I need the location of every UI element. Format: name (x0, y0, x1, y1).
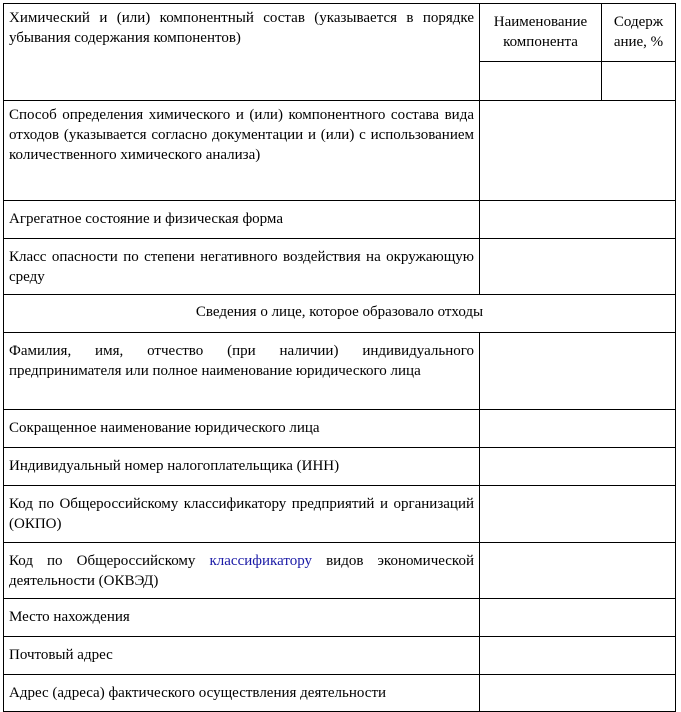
table-row (4, 410, 676, 448)
table-row (4, 239, 676, 295)
full-name-label: Фамилия, имя, отчество (при наличии) индивидуального предпринимателя или полное наименование юридического лица (4, 333, 480, 410)
hazard-class-label: Класс опасности по степени негативного воздействия на окружающую среду (4, 239, 480, 295)
aggregate-label: Агрегатное состояние и физическая форма (4, 201, 480, 239)
method-label: Способ определения химического и (или) компонентного состава вида отходов (указывается согласно документации и (или) с использованием количественного химического анализа) (4, 101, 480, 201)
okpo-label: Код по Общероссийскому классификатору предприятий и организаций (ОКПО) (4, 486, 480, 543)
inn-value-cell[interactable] (480, 448, 676, 486)
okpo-value-cell[interactable] (480, 486, 676, 543)
table-row (4, 101, 676, 201)
postal-address-value-cell[interactable] (480, 637, 676, 675)
section-header: Сведения о лице, которое образовало отходы (4, 295, 676, 333)
composition-row (4, 4, 676, 62)
waste-passport-form (3, 3, 675, 712)
table-row (4, 675, 676, 712)
location-value-cell[interactable] (480, 599, 676, 637)
component-name-header: Наименование компонента (480, 4, 602, 62)
table-row (4, 486, 676, 543)
component-name-cell[interactable] (480, 62, 602, 101)
component-content-cell[interactable] (602, 62, 676, 101)
waste-info-table (3, 3, 676, 712)
postal-address-label: Почтовый адрес (4, 637, 480, 675)
inn-label: Индивидуальный номер налогоплательщика (ИНН) (4, 448, 480, 486)
okved-value-cell[interactable] (480, 543, 676, 599)
actual-address-label: Адрес (адреса) фактического осуществления деятельности (4, 675, 480, 712)
table-row (4, 333, 676, 410)
table-row (4, 201, 676, 239)
composition-label: Химический и (или) компонентный состав (указывается в порядке убывания содержания компонентов) (4, 4, 480, 101)
section-header-row (4, 295, 676, 333)
location-label: Место нахождения (4, 599, 480, 637)
okved-classifier-link[interactable]: классификатору (209, 553, 313, 569)
okved-label (4, 543, 480, 599)
method-value-cell[interactable] (480, 101, 676, 201)
aggregate-value-cell[interactable] (480, 201, 676, 239)
table-row (4, 543, 676, 599)
actual-address-value-cell[interactable] (480, 675, 676, 712)
full-name-value-cell[interactable] (480, 333, 676, 410)
short-name-label: Сокращенное наименование юридического лица (4, 410, 480, 448)
hazard-class-value-cell[interactable] (480, 239, 676, 295)
okved-label-part2: видов экономической деятельности (ОКВЭД) (9, 553, 474, 589)
table-row (4, 448, 676, 486)
component-content-header: Содерж ание, % (602, 4, 676, 62)
table-row (4, 599, 676, 637)
short-name-value-cell[interactable] (480, 410, 676, 448)
table-row (4, 637, 676, 675)
okved-label-part1: Код по Общероссийскому (9, 553, 210, 569)
